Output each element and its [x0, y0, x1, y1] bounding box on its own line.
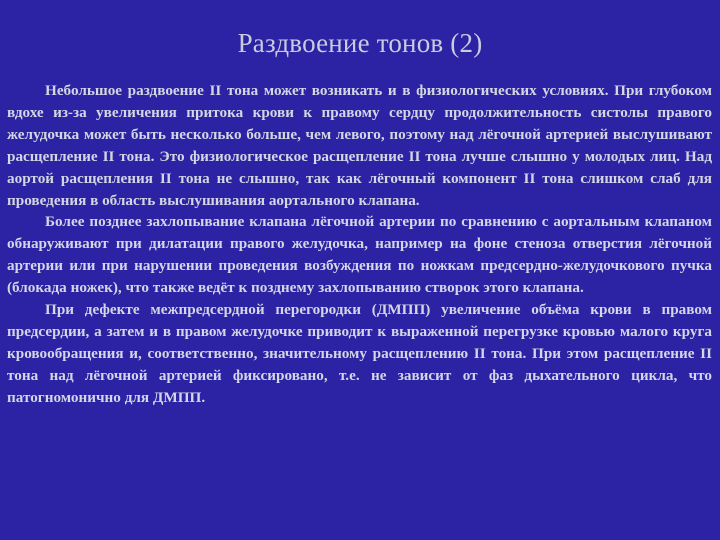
paragraph-delayed-pulmonary-closure: Более позднее захлопывание клапана лёгочной артерии по сравнению с аортальным клапаном обнаруживают при дилатации правого желудочка, например на фоне стеноза отверстия лёгочной артерии или при нарушении проведения возбуждения по ножкам предсердно-желудочкового пучка (блокада ножек), что также ведёт к позднему захлопыванию створок этого клапана. — [7, 213, 712, 297]
paragraph-physiological-splitting: Небольшое раздвоение II тона может возникать и в физиологических условиях. При глубоком вдохе из-за увеличения притока крови к правому сердцу продолжительность систолы правого желудочка может быть несколько больше, чем левого, поэтому над лёгочной артерией выслушивают расщепление II тона. Это физиологическое расщепление II тона лучше слышно у молодых лиц. Над аортой расщепления II тона не слышно, так как лёгочный компонент II тона слишком слаб для проведения в область выслушивания аортального клапана. — [7, 82, 712, 209]
paragraph-atrial-septal-defect: При дефекте межпредсердной перегородки (ДМПП) увеличение объёма крови в правом предсердии, а затем и в правом желудочке приводит к выраженной перегрузке кровью малого круга кровообращения и, соответственно, значительному расщеплению II тона. При этом расщепление II тона над лёгочной артерией фиксировано, т.е. не зависит от фаз дыхательного цикла, что патогномонично для ДМПП. — [7, 301, 712, 406]
slide-body — [7, 80, 712, 409]
slide-title: Раздвоение тонов (2) — [237, 28, 483, 58]
